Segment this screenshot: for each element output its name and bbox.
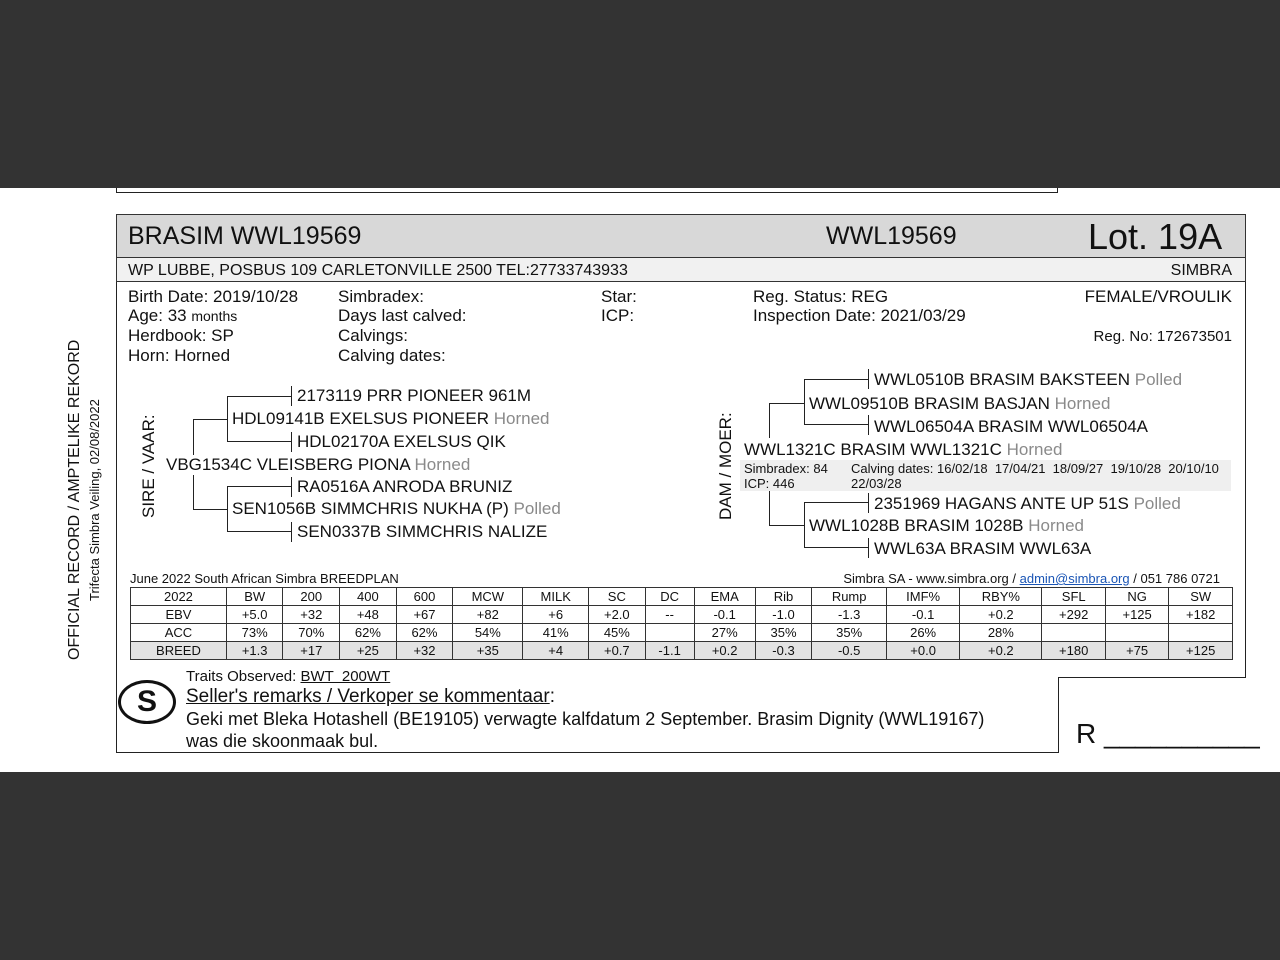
dam-icp: ICP: 446 [744,476,795,491]
table-cell: +0.0 [887,642,960,660]
previous-card-right-border [1057,188,1058,193]
header-cell: EMA [694,588,755,606]
table-cell: -0.3 [755,642,812,660]
table-cell: +25 [340,642,397,660]
table-cell: +292 [1042,606,1105,624]
sire-tree-line [227,396,292,397]
sire-tree-line [291,522,292,542]
dam-tree-line [804,379,805,425]
reg-number: Reg. No: 172673501 [1093,328,1232,345]
table-cell: +82 [453,606,523,624]
breedplan-contact [843,571,1220,586]
sire-sire-horn-status: Horned [493,409,550,428]
sire-tree-line [227,486,292,487]
table-cell: 41% [523,624,589,642]
sire-dam-horn-status: Polled [513,499,561,518]
age-unit: months [191,308,238,324]
table-cell: +0.2 [960,606,1042,624]
ebv-row [131,606,1233,624]
dam-tree-line [804,502,869,503]
dam-sire-sire-horn-status: Polled [1134,370,1183,389]
lot-number: Lot. 19A [1088,216,1223,257]
sire-sire-dam: HDL02170A EXELSUS QIK [297,432,506,451]
table-cell: 62% [340,624,397,642]
star-label: Star: [601,287,637,306]
auction-label: Trifecta Simbra Veiling, 02/08/2022 [87,399,102,601]
sire-tree-line [227,486,228,532]
sire-tree-line [227,396,228,442]
table-cell: 26% [887,624,960,642]
sire-tree-line [227,441,292,442]
header-cell: SW [1169,588,1233,606]
traits-observed [186,668,390,685]
table-cell: +1.3 [226,642,283,660]
table-cell [1105,624,1168,642]
table-cell [1042,624,1105,642]
sire-tree-line [291,477,292,497]
ebv-header-row [131,588,1233,606]
dam-dam-name: WWL1028B BRASIM 1028B [809,516,1024,535]
table-cell: +182 [1169,606,1233,624]
dam-tree-line [769,403,805,404]
dam-sire-sire-name: WWL0510B BRASIM BAKSTEEN [874,370,1131,389]
dam-dam-sire-name: 2351969 HAGANS ANTE UP 51S [874,494,1129,513]
card-left-border [116,214,117,753]
table-cell: +125 [1105,606,1168,624]
table-cell: +0.7 [589,642,646,660]
table-cell: +32 [396,642,453,660]
dam [744,440,1062,460]
dam-dam-dam: WWL63A BRASIM WWL63A [874,539,1092,558]
dam-calving-dates-cont: 22/03/28 [851,476,902,491]
official-record-label: OFFICIAL RECORD / AMPTELIKE REKORD [66,339,83,660]
dam-tree-line [804,379,869,380]
traits-label: Traits Observed: [186,668,297,685]
traits-value: BWT 200WT [300,668,391,685]
header-cell: 600 [396,588,453,606]
table-cell: +32 [283,606,340,624]
table-cell: 45% [589,624,646,642]
sire-horn-status: Horned [414,455,471,474]
table-cell: 62% [396,624,453,642]
dam-tree-line [868,538,869,558]
table-cell: 54% [453,624,523,642]
card-bottom-border [116,752,1059,753]
header-cell: MCW [453,588,523,606]
dam-name: WWL1321C BRASIM WWL1321C [744,440,1002,459]
sire-tree-line [291,386,292,406]
table-cell: -1.0 [755,606,812,624]
breed-label: SIMBRA [1170,262,1232,279]
sire-label: SIRE / VAAR: [139,414,158,518]
dam-sire-name: WWL09510B BRASIM BASJAN [809,394,1050,413]
owner-address: WP LUBBE, POSBUS 109 CARLETONVILLE 2500 TEL:27733743933 [128,262,628,279]
calvings-label: Calvings: [338,326,408,345]
dam-sire-dam: WWL06504A BRASIM WWL06504A [874,417,1149,436]
catalog-page [0,188,1280,772]
dam-horn-status: Horned [1006,440,1063,459]
table-cell: +0.2 [960,642,1042,660]
remarks-title-text: Seller's remarks / Verkoper se kommentaar [186,686,550,707]
header-cell: DC [645,588,694,606]
contact-email-link[interactable]: admin@simbra.org [1019,571,1130,586]
sire-dam [232,499,561,519]
dam-simbradex: Simbradex: 84 [744,461,828,476]
dam-dam-horn-status: Horned [1028,516,1084,535]
header-cell: 200 [283,588,340,606]
birth-date: Birth Date: 2019/10/28 [128,287,299,306]
header-cell: 2022 [131,588,227,606]
dam-tree-line [868,415,869,435]
dam-label: DAM / MOER: [716,412,735,520]
table-cell [1169,624,1233,642]
price-field[interactable]: R __________ [1076,718,1260,749]
icp-label: ICP: [601,306,635,325]
table-cell: +4 [523,642,589,660]
sire-tree-line [193,509,227,510]
sire-dam-dam: SEN0337B SIMMCHRIS NALIZE [297,522,548,541]
card-right-border [1245,214,1246,678]
header-cell: RBY% [960,588,1042,606]
days-last-calved-label: Days last calved: [338,306,467,325]
dam-sire-sire [874,370,1182,390]
header-cell: Rump [812,588,887,606]
age [128,306,237,326]
dam-tree-line [868,369,869,389]
contact-website: Simbra SA - www.simbra.org / [843,571,1016,586]
header-cell: SFL [1042,588,1105,606]
dam-tree-line [769,403,770,438]
remarks-line-1: Geki met Bleka Hotashell (BE19105) verwagte kalfdatum 2 September. Brasim Dignity (WWL19167) [186,709,985,729]
sire [166,455,470,475]
dam-sire-horn-status: Horned [1054,394,1111,413]
animal-name: BRASIM WWL19569 [128,222,362,250]
header-cell: NG [1105,588,1168,606]
sire-sire-name: HDL09141B EXELSUS PIONEER [232,409,490,428]
calving-dates-label: Calving dates: [338,346,446,365]
header-cell: MILK [523,588,589,606]
sire-sire [232,409,550,429]
breedplan-caption: June 2022 South African Simbra BREEDPLAN [130,571,399,586]
table-cell: BREED [131,642,227,660]
herdbook: Herdbook: SP [128,326,234,345]
table-cell: +67 [396,606,453,624]
remarks-title [186,686,555,708]
table-cell: 70% [283,624,340,642]
table-cell: 27% [694,624,755,642]
table-cell: +0.2 [694,642,755,660]
header-cell: BW [226,588,283,606]
reg-status: Reg. Status: REG [753,287,889,306]
table-cell: +180 [1042,642,1105,660]
table-cell: 35% [812,624,887,642]
table-cell: 73% [226,624,283,642]
remarks-right-border [1058,677,1059,753]
sire-tree-line [291,432,292,452]
table-cell: +17 [283,642,340,660]
contact-phone: / 051 786 0721 [1133,571,1220,586]
table-cell: -1.3 [812,606,887,624]
sire-tree-line [193,419,227,420]
table-cell: +48 [340,606,397,624]
table-cell: 28% [960,624,1042,642]
table-cell: ACC [131,624,227,642]
simbradex-label: Simbradex: [338,287,424,306]
sire-name: VBG1534C VLEISBERG PIONA [166,455,410,474]
age-value: Age: 33 [128,306,187,325]
dam-tree-line [804,502,805,548]
remarks-title-colon: : [549,686,555,707]
header-cell: 400 [340,588,397,606]
price-box-top-border [1058,677,1246,678]
dam-dam [809,516,1084,536]
table-cell: +75 [1105,642,1168,660]
simbra-logo-icon: S [118,680,176,724]
sire-dam-sire: RA0516A ANRODA BRUNIZ [297,477,513,496]
animal-id: WWL19569 [826,222,957,250]
header-cell: IMF% [887,588,960,606]
table-cell: -0.5 [812,642,887,660]
table-cell: +125 [1169,642,1233,660]
sex-label: FEMALE/VROULIK [1084,287,1232,306]
table-cell: -0.1 [694,606,755,624]
sire-tree-line [227,531,292,532]
inspection-date: Inspection Date: 2021/03/29 [753,306,966,325]
horn-status: Horn: Horned [128,346,231,365]
previous-card-left-border [116,188,117,193]
dam-dam-sire [874,494,1181,514]
acc-row [131,624,1233,642]
sire-dam-name: SEN1056B SIMMCHRIS NUKHA (P) [232,499,509,518]
dam-tree-line [769,525,805,526]
table-cell: -1.1 [645,642,694,660]
dam-tree-line [804,547,869,548]
table-cell [645,624,694,642]
table-cell: +5.0 [226,606,283,624]
dam-tree-line [769,490,770,525]
ebv-table [130,587,1233,660]
table-cell: EBV [131,606,227,624]
dam-dam-sire-horn-status: Polled [1133,494,1181,513]
dam-tree-line [868,493,869,513]
remarks-line-2: was die skoonmaak bul. [186,731,379,751]
table-cell: +6 [523,606,589,624]
previous-card-bottom-border [116,192,1058,193]
dam-calving-dates: Calving dates: 16/02/18 17/04/21 18/09/27 19/10/28 20/10/10 [851,461,1219,476]
breed-row [131,642,1233,660]
header-cell: Rib [755,588,812,606]
header-cell: SC [589,588,646,606]
sire-sire-sire: 2173119 PRR PIONEER 961M [297,386,532,405]
dam-sire [809,394,1110,414]
table-cell: 35% [755,624,812,642]
table-cell: -- [645,606,694,624]
table-cell: +2.0 [589,606,646,624]
table-cell: -0.1 [887,606,960,624]
dam-tree-line [804,424,869,425]
table-cell: +35 [453,642,523,660]
